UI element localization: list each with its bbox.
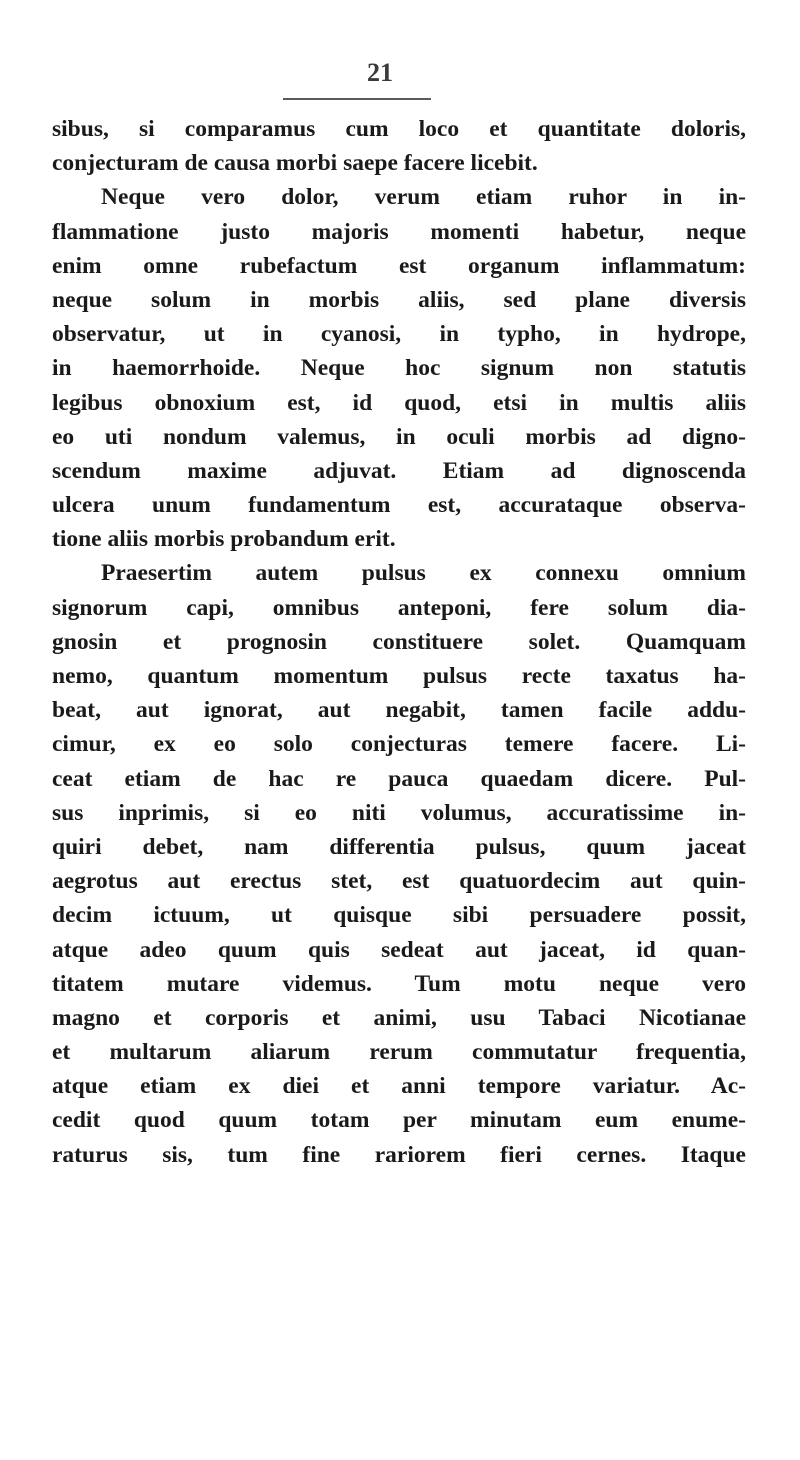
text-line: sibus, si comparamus cum loco et quantitate doloris, [52,116,746,142]
paragraph-1 [52,112,746,180]
body-text [52,112,746,1172]
text-line: scendum maxime adjuvat. Etiam ad dignoscenda [52,457,746,484]
text-line: quiri debet, nam differentia pulsus, quum jaceat [52,833,746,860]
text-line: observatur, ut in cyanosi, in typho, in hydrope, [52,321,746,348]
text-line: Praesertim autem pulsus ex connexu omnium [101,560,746,587]
text-line: conjecturam de causa morbi saepe facere licebit. [52,150,538,177]
text-line: sus inprimis, si eo niti volumus, accuratissime in- [52,799,746,826]
text-line: in haemorrhoide. Neque hoc signum non statutis [52,355,746,382]
text-line: cimur, ex eo solo conjecturas temere facere. Li- [52,731,746,758]
text-line: flammatione justo majoris momenti habetur, neque [52,218,746,245]
text-line: tione aliis morbis probandum erit. [52,526,396,553]
text-line: atque etiam ex diei et anni tempore variatur. Ac- [52,1073,746,1100]
text-line: raturus sis, tum fine rariorem fieri cernes. Itaque [52,1141,746,1168]
header-rule [283,98,431,100]
text-line: neque solum in morbis aliis, sed plane diversis [52,286,746,313]
text-line: cedit quod quum totam per minutam eum enume- [52,1107,746,1134]
paragraph-2 [52,180,746,556]
text-line: magno et corporis et animi, usu Tabaci Nicotianae [52,1004,746,1031]
text-line: titatem mutare videmus. Tum motu neque vero [52,970,746,997]
text-line: et multarum aliarum rerum commutatur frequentia, [52,1039,746,1066]
text-line: nemo, quantum momentum pulsus recte taxatus ha- [52,663,746,689]
text-line: Neque vero dolor, verum etiam ruhor in in- [101,184,746,211]
text-line: enim omne rubefactum est organum inflammatum: [52,252,746,279]
text-line: decim ictuum, ut quisque sibi persuadere possit, [52,902,746,929]
text-line: atque adeo quum quis sedeat aut jaceat, id quan- [52,936,746,963]
page-number: 21 [367,58,393,87]
text-line: beat, aut ignorat, aut negabit, tamen facile addu- [52,697,746,724]
text-line: aegrotus aut erectus stet, est quatuordecim aut quin- [52,868,746,895]
text-line: ulcera unum fundamentum est, accurataque observa- [52,492,746,519]
text-line: ceat etiam de hac re pauca quaedam dicere. Pul- [52,765,746,792]
text-line: eo uti nondum valemus, in oculi morbis ad digno- [52,423,746,450]
text-line: legibus obnoxium est, id quod, etsi in multis aliis [52,389,746,416]
paragraph-3 [52,556,746,1171]
text-line: gnosin et prognosin constituere solet. Quamquam [52,628,746,655]
text-line: signorum capi, omnibus anteponi, fere solum dia- [52,594,746,621]
